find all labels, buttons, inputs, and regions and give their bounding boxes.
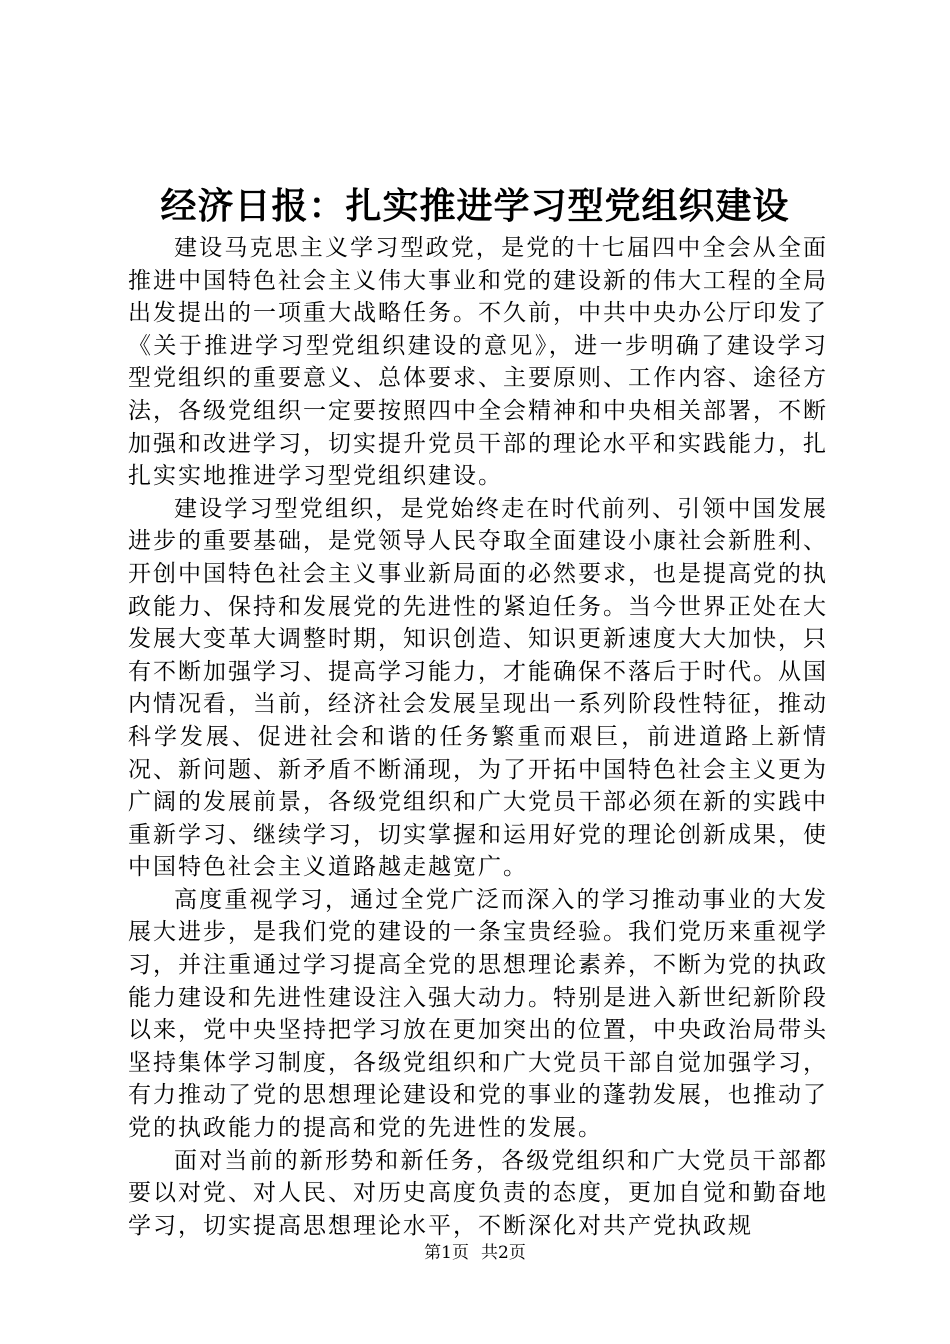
paragraph-2: 建设学习型党组织，是党始终走在时代前列、引领中国发展进步的重要基础，是党领导人民夺取全面建设小康社会新胜利、开创中国特色社会主义事业新局面的必然要求，也是提高党的执政能力、保持和发展党的先进性的紧迫任务。当今世界正处在大发展大变革大调整时期，知识创造、知识更新速度大大加快，只有不断加强学习、提高学习能力，才能确保不落后于时代。从国内情况看，当前，经济社会发展呈现出一系列阶段性特征，推动科学发展、促进社会和谐的任务繁重而艰巨，前进道路上新情况、新问题、新矛盾不断涌现，为了开拓中国特色社会主义更为广阔的发展前景，各级党组织和广大党员干部必须在新的实践中重新学习、继续学习，切实掌握和运用好党的理论创新成果，使中国特色社会主义道路越走越宽广。 <box>128 495 828 881</box>
document-title: 经济日报：扎实推进学习型党组织建设 <box>160 185 790 227</box>
page-footer <box>0 1241 950 1265</box>
paragraph-3: 高度重视学习，通过全党广泛而深入的学习推动事业的大发展大进步，是我们党的建设的一条宝贵经验。我们党历来重视学习，并注重通过学习提高全党的思想理论素养，不断为党的执政能力建设和先进性建设注入强大动力。特别是进入新世纪新阶段以来，党中央坚持把学习放在更加突出的位置，中央政治局带头坚持集体学习制度，各级党组织和广大党员干部自觉加强学习，有力推动了党的思想理论建设和党的事业的蓬勃发展，也推动了党的执政能力的提高和党的先进性的发展。 <box>128 886 828 1142</box>
page-number-current: 第1页 <box>424 1243 469 1263</box>
page-number-total: 共2页 <box>481 1243 526 1263</box>
paragraph-4: 面对当前的新形势和新任务，各级党组织和广大党员干部都要以对党、对人民、对历史高度负责的态度，更加自觉和勤奋地学习，切实提高思想理论水平，不断深化对共产党执政规 <box>128 1147 828 1239</box>
paragraph-1: 建设马克思主义学习型政党，是党的十七届四中全会从全面推进中国特色社会主义伟大事业和党的建设新的伟大工程的全局出发提出的一项重大战略任务。不久前，中共中央办公厅印发了《关于推进学习型党组织建设的意见》，进一步明确了建设学习型党组织的重要意义、总体要求、主要原则、工作内容、途径方法，各级党组织一定要按照四中全会精神和中央相关部署，不断加强和改进学习，切实提升党员干部的理论水平和实践能力，扎扎实实地推进学习型党组织建设。 <box>128 235 828 490</box>
document-body <box>128 232 828 1242</box>
